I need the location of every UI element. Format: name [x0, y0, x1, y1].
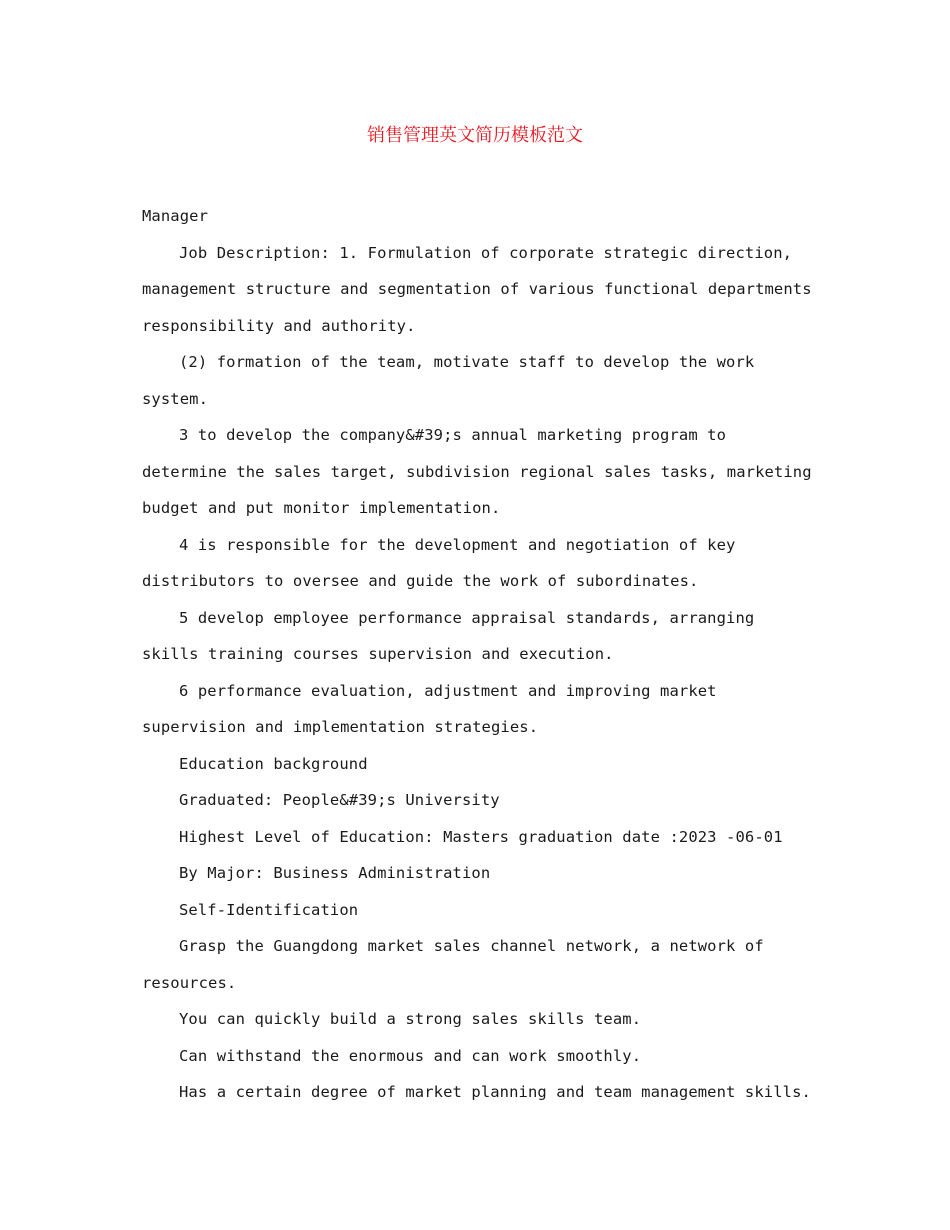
body-line: system. [142, 389, 209, 408]
body-line: (2) formation of the team, motivate staff to develop the work [179, 353, 755, 371]
body-line: supervision and implementation strategies. [142, 718, 539, 736]
body-line: Grasp the Guangdong market sales channel network, a network of [179, 937, 764, 955]
body-line: Has a certain degree of market planning and team management skills. [179, 1083, 811, 1101]
body-line: Education background [179, 754, 368, 773]
body-line: Job Description: 1. Formulation of corporate strategic direction, [179, 243, 793, 262]
body-line: resources. [142, 973, 237, 992]
body-line: 5 develop employee performance appraisal standards, arranging [179, 608, 755, 627]
body-line: responsibility and authority. [142, 316, 416, 335]
body-line: 6 performance evaluation, adjustment and improving market [179, 681, 717, 700]
body-line: distributors to oversee and guide the work of subordinates. [142, 572, 699, 590]
body-line: skills training courses supervision and execution. [142, 645, 614, 663]
body-line: management structure and segmentation of various functional departments [142, 280, 812, 298]
document-body [142, 198, 812, 1111]
body-line: budget and put monitor implementation. [142, 499, 501, 517]
body-line: determine the sales target, subdivision regional sales tasks, marketing [142, 462, 812, 481]
body-line: Self-Identification [179, 900, 359, 919]
document-title: 销售管理英文简历模板范文 [367, 125, 583, 146]
body-line: Highest Level of Education: Masters graduation date :2023 -06-01 [179, 827, 783, 846]
body-line: Manager [142, 207, 209, 225]
body-line: You can quickly build a strong sales skills team. [179, 1010, 642, 1028]
body-line: 4 is responsible for the development and negotiation of key [179, 535, 736, 554]
body-line: Can withstand the enormous and can work smoothly. [179, 1046, 642, 1065]
body-line: By Major: Business Administration [179, 864, 491, 882]
body-line: Graduated: People&#39;s University [179, 791, 500, 809]
body-line: 3 to develop the company&#39;s annual marketing program to [179, 426, 727, 444]
